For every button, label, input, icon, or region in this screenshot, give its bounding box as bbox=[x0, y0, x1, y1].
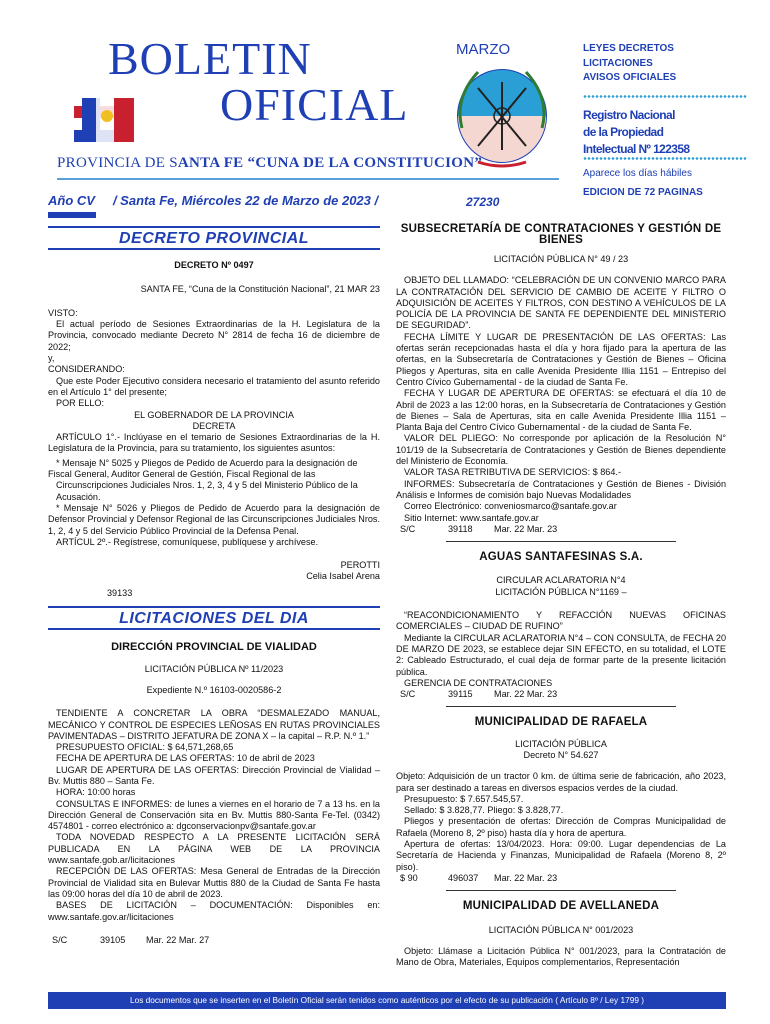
title-oficial: OFICIAL bbox=[220, 79, 409, 130]
articulo-2: ARTÍCUL 2º.- Regístrese, comuníquese, publíquese y archívese. bbox=[56, 536, 319, 547]
separator bbox=[446, 541, 676, 542]
section-title-licitaciones: LICITACIONES DEL DIA bbox=[119, 610, 309, 628]
header-divider bbox=[57, 178, 559, 180]
ref-code: S/C bbox=[400, 689, 416, 700]
ref-dates: Mar. 22 Mar. 23 bbox=[494, 689, 558, 700]
objeto-llamado: OBJETO DEL LLAMADO: “CELEBRACIÓN DE UN CONVENIO MARCO PARA LA CONTRATACIÓN DEL SERVICIO DE CAMBIO DE ACEITE Y FILTRO O ADQUISICIÓN DE ACEITES Y FILTROS, CON DESTINO A VEHÍCULOS DE LA POLICÍA DE LA PROVINCIA DE SANTA FE DEPENDIENTE DEL MINISTERIO DE SEGURIDAD”. bbox=[396, 275, 726, 331]
reacondicionamiento: “REACONDICIONAMIENTO Y REFACCIÓN NUEVAS OFICINAS COMERCIALES – CIUDAD DE RUFINO” bbox=[396, 610, 726, 632]
avellaneda-licitacion: LICITACIÓN PÚBLICA N° 001/2023 bbox=[488, 924, 634, 935]
issue-date-line bbox=[48, 193, 378, 208]
ref-code: S/C bbox=[400, 523, 416, 534]
publication-ref bbox=[396, 689, 726, 700]
novedad: TODA NOVEDAD RESPECTO A LA PRESENTE LICITACIÓN SERÁ PUBLICADA EN LA PÁGINA WEB DE LA PROVINCIA www.santafe.gob.ar/licitaciones bbox=[48, 832, 380, 866]
registro-line-1: Registro Nacional bbox=[583, 108, 675, 122]
decreta-heading: DECRETA bbox=[192, 420, 236, 431]
mensaje-5025-line-3: Circunscripciones Judiciales Nros. 1, 2, 3, 4 y 5 del Ministerio Público de la bbox=[56, 480, 358, 491]
valor-pliego: VALOR DEL PLIEGO: No corresponde por aplicación de la Resolución N° 101/19 de la Subsecretaría de Contrataciones y Gestión de Bienes dependiente del Ministerio de Economía. bbox=[396, 433, 726, 467]
visto-heading: VISTO: bbox=[48, 307, 78, 318]
date-label: / Santa Fe, Miércoles 22 de Marzo de 2023 / bbox=[112, 193, 379, 208]
rafaela-apertura: Apertura de ofertas: 13/04/2023. Hora: 09:00. Lugar dependencias de La Secretaría de Hacienda y Finanzas, Municipalidad de Rafaela (Moreno 8, 2º piso). bbox=[396, 839, 726, 872]
publication-ref bbox=[396, 524, 726, 535]
aguas-heading: AGUAS SANTAFESINAS S.A. bbox=[479, 551, 643, 564]
ref-dates: Mar. 22 Mar. 23 bbox=[494, 872, 558, 883]
rafaela-decreto: Decreto N° 54.627 bbox=[523, 749, 599, 760]
licitacion-number: LICITACIÓN PÚBLICA N° 49 / 23 bbox=[493, 254, 629, 264]
section-rule bbox=[48, 606, 380, 608]
expediente-number: Expediente N.º 16103-0020586-2 bbox=[146, 684, 282, 695]
mediante-circular: Mediante la CIRCULAR ACLARATORIA N°4 – CON CONSULTA, de FECHA 20 DE MARZO DE 2023, se establece dejar SIN EFECTO, en su totalidad, el LOTE 2: Cableado Estructurado, el cual deja de formar parte de la presente licitación pública. bbox=[396, 632, 726, 677]
lugar-apertura: LUGAR DE APERTURA DE LAS OFERTAS: Dirección Provincial de Vialidad – Bv. Muttis 880 – Santa Fe. bbox=[48, 764, 380, 786]
recepcion-ofertas: RECEPCIÓN DE LAS OFERTAS: Mesa General de Entradas de la Dirección Provincial de Vialidad sita en Bulevar Muttis 880 de la Ciudad de Santa Fe hasta las 09:00 horas del día 10 de abril de 2023. bbox=[48, 866, 380, 899]
year-label: Año CV bbox=[48, 193, 95, 208]
left-column bbox=[48, 226, 380, 946]
text-y: y, bbox=[48, 353, 55, 364]
aparece-label: Aparece los días hábiles bbox=[583, 168, 692, 179]
rafaela-licitacion: LICITACIÓN PÚBLICA bbox=[515, 738, 607, 749]
section-title-decreto: DECRETO PROVINCIAL bbox=[118, 230, 310, 247]
ref-dates: Mar. 22 Mar. 23 bbox=[494, 523, 558, 534]
decreto-number: DECRETO Nº 0497 bbox=[174, 260, 254, 271]
side-links bbox=[583, 42, 676, 86]
registro-line-3: Intelectual Nº 122358 bbox=[583, 142, 690, 156]
footer-notice: Los documentos que se inserten en el Boletín Oficial serán tenidos como auténticos por el efecto de su publicación ( Artículo 8º / Ley 1799 ) bbox=[48, 992, 726, 1009]
mensaje-5026: * Mensaje N° 5026 y Pliegos de Pedido de Acuerdo para la designación de Defensor Provincial y Defensor Regional de las Circunscripciones Judiciales Nros. 1, 2, 4 y 5 del Servicio Público Provincial de la Defensa Penal. bbox=[48, 502, 380, 536]
separator bbox=[446, 706, 676, 707]
gobernador-heading: EL GOBERNADOR DE LA PROVINCIA bbox=[134, 409, 294, 420]
publication-ref bbox=[48, 935, 380, 946]
rafaela-presupuesto: Presupuesto: $ 7.657.545,57. bbox=[404, 793, 524, 804]
dotted-divider bbox=[583, 156, 747, 161]
ref-code: $ 90 bbox=[400, 872, 418, 883]
signature-perotti: PEROTTI bbox=[340, 560, 380, 571]
santa-fe-flag-icon bbox=[74, 92, 134, 142]
fecha-apertura: FECHA DE APERTURA DE LAS OFERTAS: 10 de abril de 2023 bbox=[56, 753, 315, 764]
dotted-divider bbox=[583, 94, 747, 99]
por-ello-heading: POR ELLO: bbox=[56, 398, 105, 409]
provincia-line bbox=[57, 155, 482, 172]
considerando-heading: CONSIDERANDO: bbox=[48, 364, 125, 375]
rafaela-heading: MUNICIPALIDAD DE RAFAELA bbox=[474, 716, 648, 729]
registro-line-2: de la Propiedad bbox=[583, 125, 664, 139]
rafaela-objeto: Objeto: Adquisición de un tractor 0 km. de última serie de fabricación, año 2023, para ser destinado a tareas en diversos espacios verdes de la ciudad. bbox=[396, 771, 726, 793]
articulo-1: ARTÍCULO 1°.- Inclúyase en el temario de Sesiones Extraordinarias de la H. Legislatura de la Provincia, para su tratamiento, los siguientes asuntos: bbox=[48, 432, 380, 454]
informes: INFORMES: Subsecretaría de Contrataciones y Gestión de Bienes - División Análisis e Informes de comisión bajo Nuevas Modalidades bbox=[396, 478, 726, 500]
separator bbox=[446, 890, 676, 891]
header-accent-bar bbox=[48, 212, 96, 218]
provincia-rest: ANTA FE “CUNA DE LA CONSTITUCION” bbox=[177, 155, 483, 171]
consultas: CONSULTAS E INFORMES: de lunes a viernes en el horario de 7 a 13 hs. en la Dirección General de Conservación sita en Bv. Muttis 880-Santa Fe-Tel. (0342) 4574801 - correo electrónico a: dgconservacionpv@santafe.gov.ar bbox=[48, 798, 380, 832]
section-rule bbox=[48, 628, 380, 630]
section-rule bbox=[48, 248, 380, 250]
correo: Correo Electrónico: conveniosmarco@santafe.gov.ar bbox=[404, 501, 617, 512]
publication-ref bbox=[396, 873, 726, 884]
signature-arena: Celia Isabel Arena bbox=[306, 571, 380, 582]
paragraph: Que este Poder Ejecutivo considera necesario el tratamiento del asunto referido en el Artículo 1° del presente; bbox=[48, 375, 380, 397]
rafaela-sellado: Sellado: $ 3.828,77. Pliego: $ 3.828,77. bbox=[404, 805, 564, 816]
hora: HORA: 10:00 horas bbox=[56, 787, 136, 798]
obra-description: TENDIENTE A CONCRETAR LA OBRA “DESMALEZADO MANUAL, MECÁNICO Y CONTROL DE ESPECIES LEÑOSAS EN RUTAS PROVINCIALES PAVIMENTADAS – DISTRITO JEFATURA DE ZONA X – la capital – R.P. N.º 1.” bbox=[48, 708, 380, 741]
ref-dates: Mar. 22 Mar. 27 bbox=[146, 934, 210, 945]
side-link-avisos: AVISOS OFICIALES bbox=[583, 72, 677, 83]
mensaje-5025-line-1: * Mensaje N° 5025 y Pliegos de Pedido de Acuerdo para la designación de bbox=[56, 457, 358, 468]
edicion-label: EDICION DE 72 PAGINAS bbox=[583, 187, 703, 198]
mensaje-5025-line-2: Fiscal General, Auditor General de Gestión, Fiscal Regional de las bbox=[48, 469, 316, 480]
vialidad-heading: DIRECCIÓN PROVINCIAL DE VIALIDAD bbox=[111, 641, 317, 654]
issue-number: 27230 bbox=[466, 195, 500, 209]
ref-number: 39115 bbox=[448, 689, 473, 700]
ref-number: 496037 bbox=[448, 872, 479, 883]
rafaela-pliegos: Pliegos y presentación de ofertas: Dirección de Compras Municipalidad de Rafaela (Moreno 8, 2º piso) hasta día y hora de apertura. bbox=[396, 816, 726, 838]
section-rule bbox=[48, 226, 380, 228]
tasa-retributiva: VALOR TASA RETRIBUTIVA DE SERVICIOS: $ 864.- bbox=[404, 467, 621, 478]
aguas-licitacion-number: LICITACIÓN PÚBLICA N°1169 – bbox=[495, 586, 627, 597]
santa-fe-coat-of-arms-icon bbox=[448, 58, 556, 170]
ref-number: 39105 bbox=[100, 934, 126, 945]
gerencia: GERENCIA DE CONTRATACIONES bbox=[404, 677, 553, 688]
provincia-prefix: PROVINCIA DE S bbox=[57, 155, 178, 171]
sitio-internet: Sitio Internet: www.santafe.gov.ar bbox=[404, 512, 539, 523]
subsecretaria-heading: SUBSECRETARÍA DE CONTRATACIONES Y GESTIÓN DE BIENES bbox=[400, 223, 722, 246]
avellaneda-heading: MUNICIPALIDAD DE AVELLANEDA bbox=[462, 900, 660, 913]
reference-number: 39133 bbox=[107, 587, 133, 598]
bases-licitacion: BASES DE LICITACIÓN – DOCUMENTACIÓN: Disponibles en: www.santafe.gov.ar/licitaciones bbox=[48, 900, 380, 922]
fecha-apertura: FECHA Y LUGAR DE APERTURA DE OFERTAS: se efectuará el día 10 de Abril de 2023 a las 12:00 horas, en la Subsecretaría de Contrataciones y Gestión de Bienes – Sala de Aperturas, sita en calle Avenida Presidente Illia 1151 – Planta Baja del Centro Cívico Gubernamental - de la ciudad de Santa Fe. bbox=[396, 388, 726, 433]
side-link-licitaciones: LICITACIONES bbox=[583, 57, 653, 69]
ref-code: S/C bbox=[52, 934, 68, 945]
paragraph: El actual período de Sesiones Extraordinarias de la H. Legislatura de la Provincia, convocado mediante Decreto N° 2814 de fecha 16 de diciembre de 2022; bbox=[48, 319, 380, 352]
side-link-leyes: LEYES DECRETOS bbox=[583, 43, 674, 54]
ref-number: 39118 bbox=[448, 523, 473, 534]
fecha-limite: FECHA LÍMITE Y LUGAR DE PRESENTACIÓN DE LAS OFERTAS: Las ofertas serán recepcionadas hasta el día y hora fijado para la apertura de las ofertas, en la Subsecretaría de Contrataciones y Gestión de Bienes – Oficina Pliegos y Aperturas, sita en calle Avenida Presidente Illia 1151 – Entrepiso del Centro Cívico Gubernamental - de la ciudad de Santa Fe. bbox=[396, 331, 726, 387]
avellaneda-objeto: Objeto: Llámase a Licitación Pública N° 001/2023, para la Contratación de Mano de Obra, Materiales, Equipos complementarios, Representación bbox=[396, 945, 726, 968]
month-label: MARZO bbox=[456, 41, 511, 58]
registro-nacional bbox=[583, 107, 690, 158]
right-column bbox=[396, 224, 726, 968]
decreto-place: SANTA FE, “Cuna de la Constitución Nacional”, 21 MAR 23 bbox=[140, 283, 380, 294]
circular-aclaratoria: CIRCULAR ACLARATORIA N°4 bbox=[496, 575, 626, 586]
licitacion-number: LICITACIÓN PÚBLICA Nº 11/2023 bbox=[144, 663, 284, 674]
title-boletin: BOLETIN bbox=[108, 33, 312, 84]
mensaje-5025-line-4: Acusación. bbox=[56, 491, 101, 502]
presupuesto: PRESUPUESTO OFICIAL: $ 64,571,268,65 bbox=[56, 742, 234, 753]
